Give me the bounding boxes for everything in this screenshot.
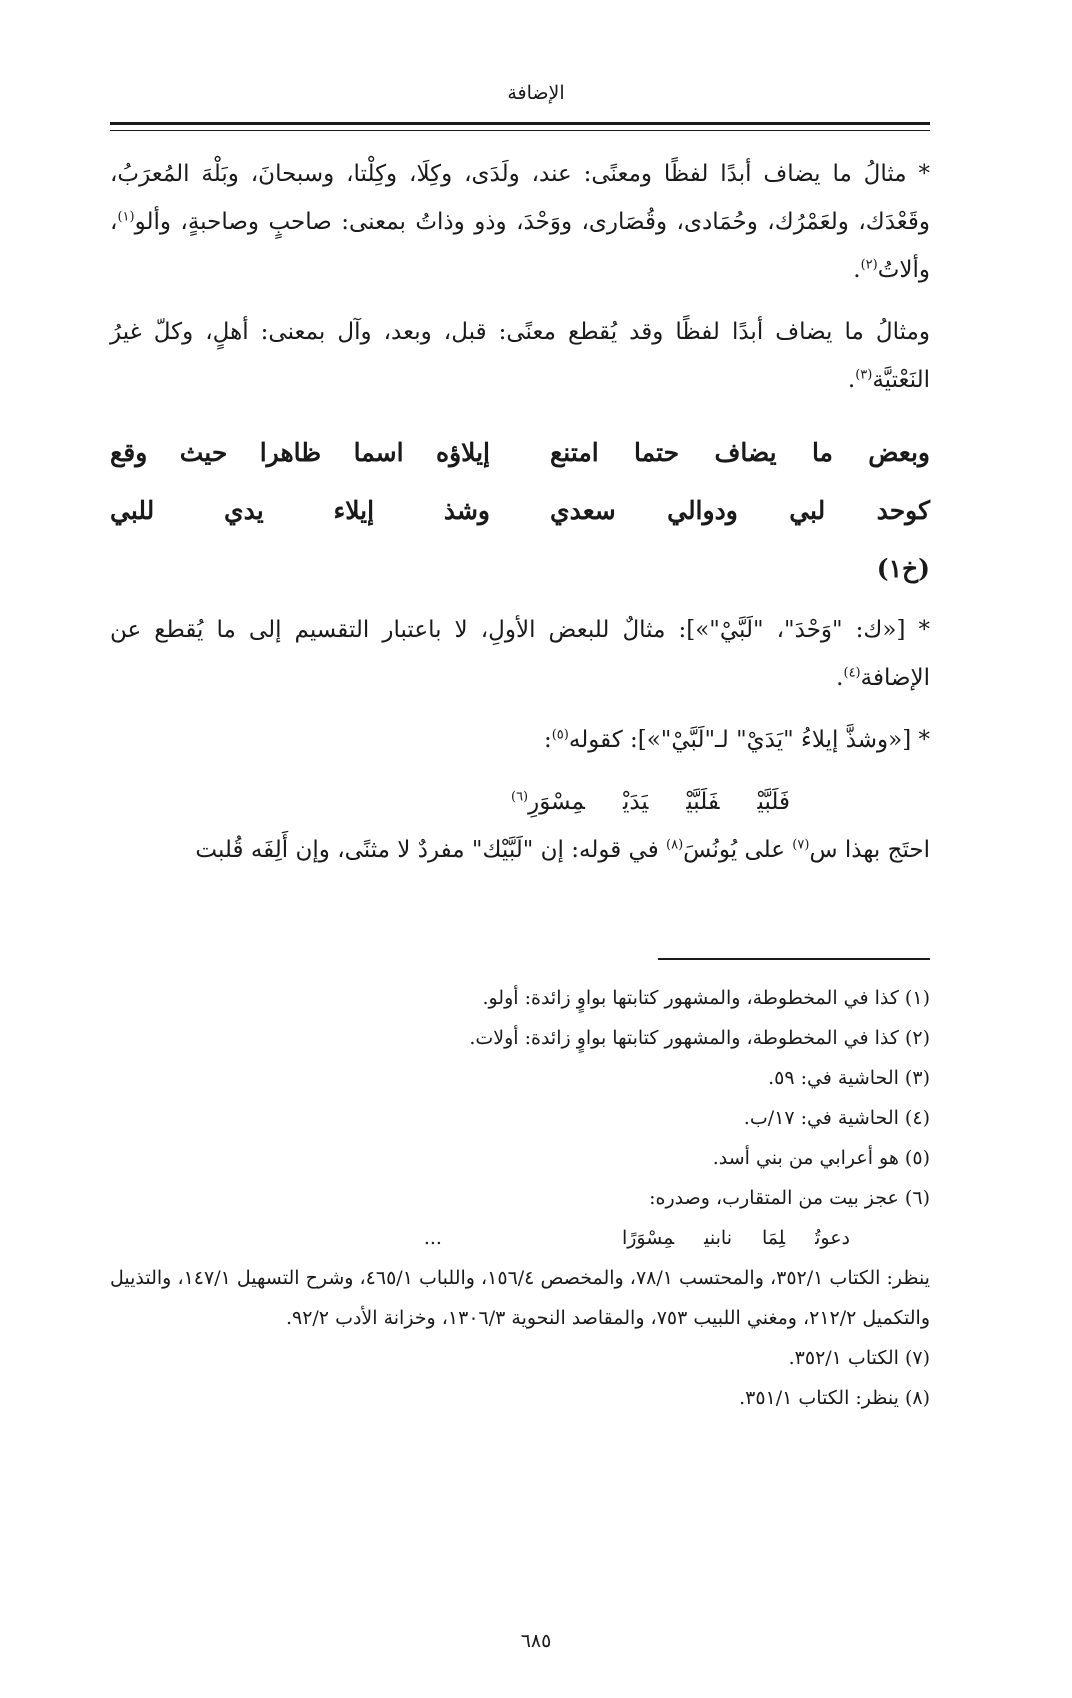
- footnote-ref-2: (٢): [860, 257, 878, 273]
- footnotes: [110, 978, 930, 1418]
- alfiyya-verse: [110, 424, 930, 598]
- paragraph-2-end: .: [847, 367, 856, 393]
- footnote-ref-3: (٣): [855, 367, 873, 383]
- main-text: [110, 150, 930, 874]
- footnote-ref-7: (٧): [792, 837, 810, 853]
- footnote-ref-4: (٤): [843, 665, 861, 681]
- half-verse-word-4: مِسْوَرِ: [528, 789, 585, 815]
- paragraph-3: [110, 606, 930, 702]
- quoted-half-verse: [110, 778, 930, 826]
- verse-line-1: [110, 424, 930, 482]
- fn-verse-word-3: نابني: [704, 1227, 733, 1249]
- verse-1-second-hemistich: إيلاؤه اسما ظاهرا حيث وقع: [110, 438, 490, 467]
- footnote-2: (٢) كذا في المخطوطة، والمشهور كتابتها بواوٍ زائدة: أولات.: [469, 1027, 930, 1049]
- footnote-6-verse: [110, 1218, 930, 1258]
- half-verse-word-2: فَلَبَّيْ: [686, 789, 720, 815]
- paragraph-1-end: .: [853, 257, 861, 283]
- paragraph-5-a: احتَج بهذا س: [809, 837, 930, 863]
- footnote-6-references: ينظر: الكتاب ٣٥٢/١، والمحتسب ٧٨/١، والمخصص ١٥٦/٤، واللباب ٤٦٥/١، وشرح التسهيل ١٤٧/١، والتذييل والتكميل ٢١٢/٢، ومغني اللبيب ٧٥٣، والمقاصد النحوية ١٣٠٦/٣، وخزانة الأدب ٩٢/٢.: [110, 1267, 930, 1329]
- fn-verse-word-1: دعوتُ: [815, 1227, 850, 1249]
- footnote-1: (١) كذا في المخطوطة، والمشهور كتابتها بواوٍ زائدة: أولو.: [482, 987, 930, 1009]
- paragraph-5-b: على يُونُسَ: [683, 837, 793, 863]
- footnote-ref-6: (٦): [510, 789, 529, 805]
- paragraph-3-end: .: [836, 665, 844, 691]
- verse-line-2: [110, 482, 930, 540]
- verse-2-second-hemistich: وشذ إيلاء يدي للبي: [110, 496, 490, 525]
- paragraph-5: [110, 826, 930, 874]
- page-number: ٦٨٥: [520, 1630, 552, 1652]
- header-rule-thick: [110, 122, 930, 125]
- paragraph-2: [110, 308, 930, 404]
- footnote-ref-5: (٥): [551, 727, 569, 743]
- paragraph-5-c: في قوله: إن "لَبَّيْك" مفردٌ لا مثنًى، وإن أَلِفَه قُلبت: [195, 837, 667, 863]
- footnote-3: (٣) الحاشية في: ٥٩.: [768, 1067, 930, 1089]
- paragraph-1-text: * مثالُ ما يضاف أبدًا لفظًا ومعنًى: عند، ولَدَى، وكِلَا، وكِلْتا، وسبحانَ، وبَلْهَ المُعرَبُ، وقَعْدَك، ولعَمْرُك، وحُمَادى، وقُصَارى، ووَحْدَ، وذو وذاتُ بمعنى: صاحبٍ وصاحبةٍ، وألو: [110, 161, 930, 235]
- footnote-7: (٧) الكتاب ٣٥٢/١.: [788, 1347, 930, 1369]
- running-title: الإضافة: [507, 82, 565, 104]
- footnote-5: (٥) هو أعرابي من بني أسد.: [712, 1147, 930, 1169]
- fn-verse-word-2: لِمَا: [762, 1227, 786, 1249]
- header-rule-thin: [110, 130, 930, 131]
- paragraph-4: [110, 716, 930, 764]
- fn-verse-ellipsis: ...: [423, 1227, 442, 1249]
- footnote-4: (٤) الحاشية في: ١٧/ب.: [743, 1107, 930, 1129]
- paragraph-4-end: :: [543, 727, 552, 753]
- paragraph-1-mid: ، وألاتُ: [110, 209, 930, 283]
- verse-1-first-hemistich: وبعض ما يضاف حتما امتنع: [550, 438, 930, 467]
- paragraph-4-text: * [«وشذَّ إيلاءُ "يَدَيْ" لـ"لَبَّيْ"»]: كقوله: [568, 727, 930, 753]
- half-verse-word-3: يَدَيْ: [622, 789, 649, 815]
- footnote-separator: [658, 958, 930, 960]
- paragraph-1: [110, 150, 930, 294]
- footnote-ref-1: (١): [117, 209, 135, 225]
- verse-2-first-hemistich: كوحد لبي ودوالي سعدي: [550, 496, 930, 525]
- manuscript-label: (خ١): [876, 554, 930, 583]
- paragraph-2-text: ومثالُ ما يضاف أبدًا لفظًا وقد يُقطع معنًى: قبل، وبعد، وآل بمعنى: أهلٍ، وكلّ غيرُ النَعْتيَّة: [110, 319, 930, 393]
- footnote-8: (٨) ينظر: الكتاب ٣٥١/١.: [739, 1387, 930, 1409]
- footnote-6: (٦) عجز بيت من المتقارب، وصدره:: [649, 1187, 930, 1209]
- footnote-ref-8: (٨): [666, 837, 684, 853]
- fn-verse-word-4: مِسْوَرًا: [621, 1227, 675, 1249]
- paragraph-3-text: * [«ك: "وَحْدَ"، "لَبَّيْ"»]: مثالٌ للبعض الأولِ، لا باعتبار التقسيم إلى ما يُقطع عن الإضافة: [110, 617, 930, 691]
- half-verse-word-1: فَلَبَّيْ: [757, 789, 790, 815]
